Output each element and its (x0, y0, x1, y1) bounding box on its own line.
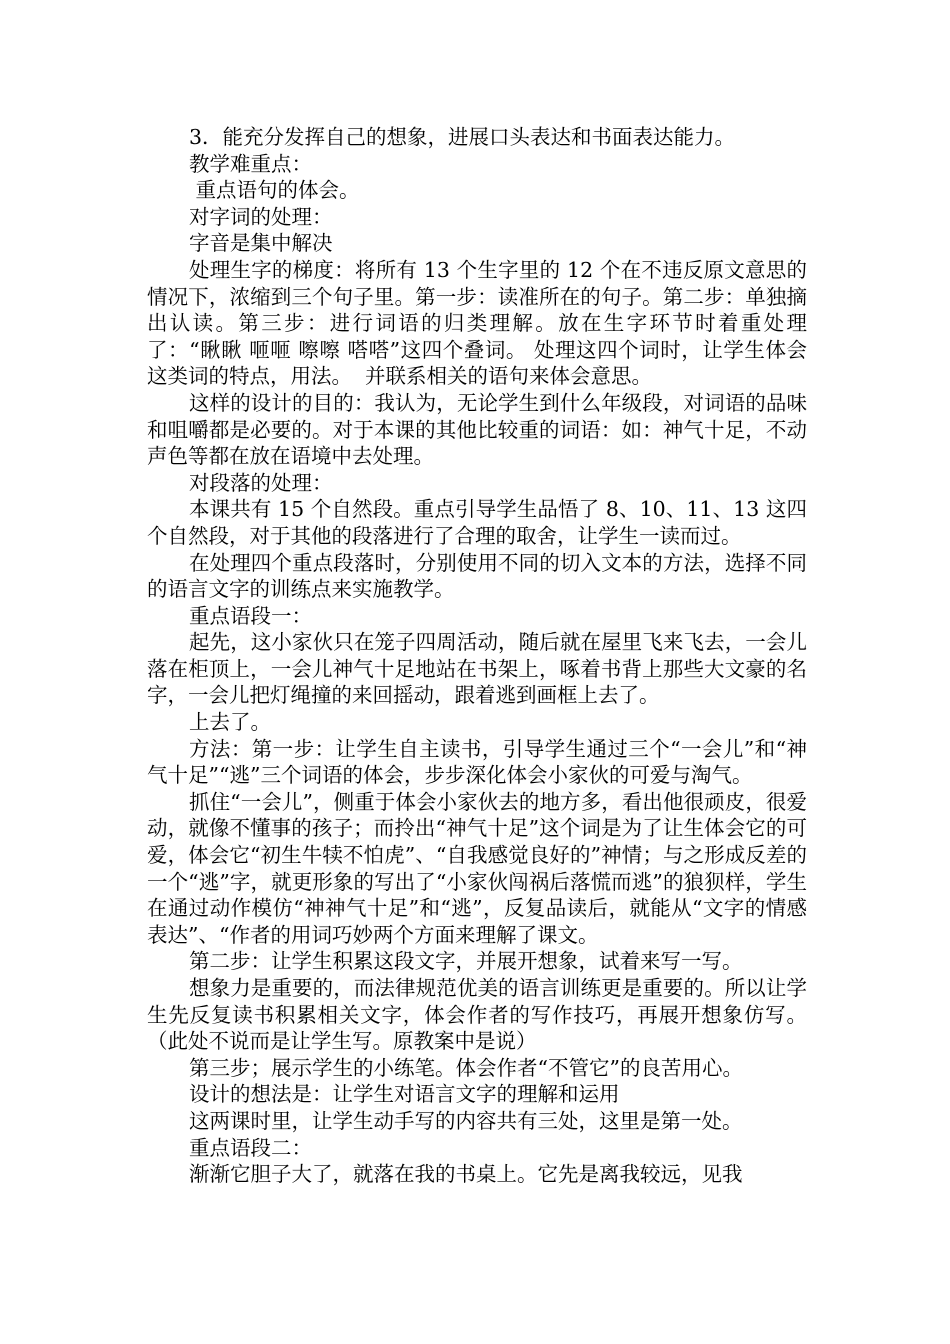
writing-count-note: 这两课时里，让学生动手写的内容共有三处，这里是第一处。 (189, 1108, 743, 1133)
design-idea: 设计的想法是：让学生对语言文字的理解和运用 (189, 1082, 620, 1107)
heading-key-passage-1: 重点语段一： (189, 603, 312, 628)
objective-3: 3．能充分发挥自己的想象，进展口头表达和书面表达能力。 (189, 125, 736, 149)
heading-key-difficulties: 教学难重点： (189, 151, 312, 176)
key-passage-1-tail: 上去了。 (189, 710, 271, 735)
heading-key-passage-2: 重点语段二： (189, 1135, 312, 1160)
new-character-gradient: 处理生字的梯度：将所有 13 个生字里的 12 个在不违反原文意思的情况下，浓缩到三个句子里。第一步：读准所在的句子。第二步：单独摘出认读。第三步：进行词语的归类理解。放在生字环节时着重处理了：“瞅瞅 咂咂 嚓嚓 嗒嗒”这四个叠词。 处理这四个词时，让学生体会这类词的特点，用法。 并联系相关的语句来体会意思。 (147, 257, 807, 389)
method-analysis: 抓住“一会儿”，侧重于体会小家伙去的地方多，看出他很顽皮，很爱动，就像不懂事的孩子；而拎出“神气十足”这个词是为了让生体会它的可爱，体会它“初生牛犊不怕虎”、“自我感觉良好的”神情；与之形成反差的一个“逃”字，就更形象的写出了“小家伙闯祸后落慌而逃”的狼狈样，学生在通过动作模仿“神神气十足”和“逃”，反复品读后，就能从“文字的情感表达”、“作者的用词巧妙两个方面来理解了课文。 (147, 789, 807, 947)
document-body (147, 124, 807, 1188)
heading-word-handling: 对字词的处理： (189, 204, 333, 229)
method-step-3: 第三步；展示学生的小练笔。体会作者“不管它”的良苦用心。 (189, 1055, 743, 1080)
paragraph-overview: 本课共有 15 个自然段。重点引导学生品悟了 8、10、11、13 这四个自然段，对于其他的段落进行了合理的取舍，让学生一读而过。 (147, 497, 807, 548)
heading-paragraph-handling: 对段落的处理： (189, 470, 333, 495)
design-purpose: 这样的设计的目的：我认为，无论学生到什么年级段，对词语的品味和咀嚼都是必要的。对于本课的其他比较重的词语：如：神气十足，不动声色等都在放在语境中去处理。 (147, 390, 807, 469)
method-step-2: 第二步：让学生积累这段文字，并展开想象，试着来写一写。 (189, 949, 743, 974)
imagination-note: 想象力是重要的，而法律规范优美的语言训练更是重要的。所以让学生先反复读书积累相关文字，体会作者的写作技巧，再展开想象仿写。（此处不说而是让学生写。原教案中是说） (147, 976, 807, 1054)
key-passage-2-text: 渐渐它胆子大了，就落在我的书桌上。它先是离我较远，见我 (189, 1162, 743, 1187)
method-step-1: 方法：第一步：让学生自主读书，引导学生通过三个“一会儿”和“神气十足”“逃”三个词语的体会，步步深化体会小家伙的可爱与淘气。 (147, 736, 807, 788)
pronunciation-note: 字音是集中解决 (189, 231, 333, 256)
key-passage-1-text: 起先，这小家伙只在笼子四周活动，随后就在屋里飞来飞去，一会儿落在柜顶上，一会儿神气十足地站在书架上，啄着书背上那些大文豪的名字，一会儿把灯绳撞的来回摇动，跟着逃到画框上去了。 (147, 630, 807, 708)
key-sentence-appreciation: 重点语句的体会。 (189, 178, 360, 203)
four-key-paragraphs: 在处理四个重点段落时，分别使用不同的切入文本的方法，选择不同的语言文字的训练点来实施教学。 (147, 550, 807, 602)
